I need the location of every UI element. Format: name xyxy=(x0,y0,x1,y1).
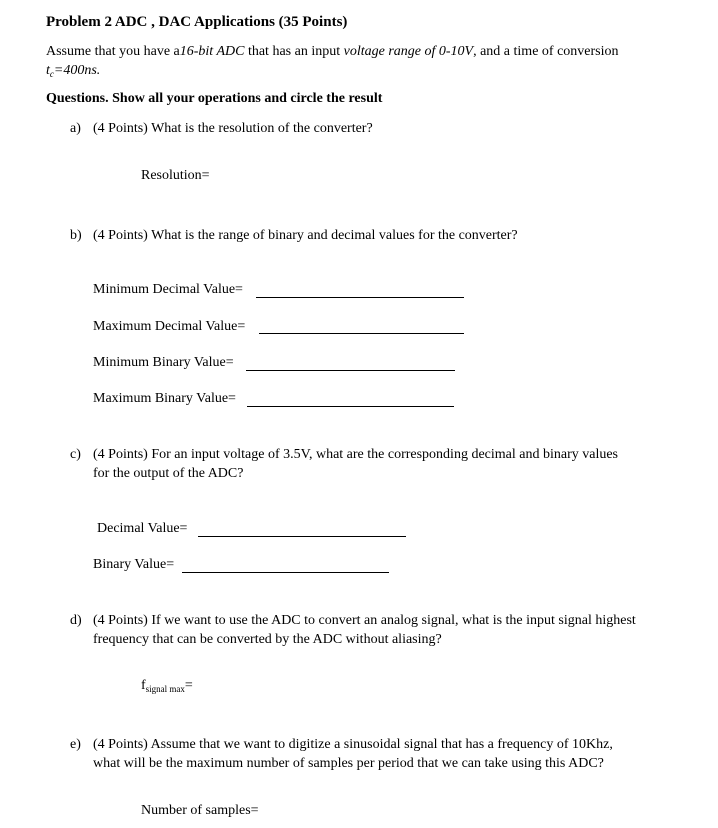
min-decimal-answer-line[interactable] xyxy=(256,297,464,298)
binary-value-answer-line[interactable] xyxy=(182,572,389,573)
max-binary-answer-line[interactable] xyxy=(247,406,454,407)
question-c-text-1: (4 Points) For an input voltage of 3.5V, what are the corresponding decimal and binary values xyxy=(93,447,619,462)
min-binary-label: Minimum Binary Value= xyxy=(93,355,234,370)
max-decimal-answer-line[interactable] xyxy=(259,333,464,334)
fsignal-subscript: signal max xyxy=(145,684,185,694)
intro-text-a: Assume that you have a xyxy=(46,44,180,59)
question-e-text-1: (4 Points) Assume that we want to digitize a sinusoidal signal that has a frequency of 10Khz, xyxy=(93,737,613,752)
intro-text-e: , and a time of conversion xyxy=(473,44,619,59)
question-d-text-1: (4 Points) If we want to use the ADC to convert an analog signal, what is the input signal highest xyxy=(93,613,636,628)
question-b-text: (4 Points) What is the range of binary and decimal values for the converter? xyxy=(93,228,518,243)
question-a-text: (4 Points) What is the resolution of the converter? xyxy=(93,121,373,136)
intro-line-1 xyxy=(46,44,619,60)
fsignal-f: f xyxy=(141,678,146,693)
intro-line-2 xyxy=(46,63,100,79)
decimal-value-label: Decimal Value= xyxy=(97,521,188,536)
fsignal-max-label xyxy=(141,678,193,694)
instructions: Questions. Show all your operations and circle the result xyxy=(46,91,383,106)
problem-title: Problem 2 ADC , DAC Applications (35 Points) xyxy=(46,14,348,30)
binary-value-label: Binary Value= xyxy=(93,557,175,572)
decimal-value-answer-line[interactable] xyxy=(198,536,406,537)
max-binary-label: Maximum Binary Value= xyxy=(93,391,236,406)
question-c-text-2: for the output of the ADC? xyxy=(93,466,244,481)
min-decimal-label: Minimum Decimal Value= xyxy=(93,282,243,297)
intro-t-rest: =400ns. xyxy=(53,63,101,78)
number-of-samples-label: Number of samples= xyxy=(141,803,259,818)
max-decimal-label: Maximum Decimal Value= xyxy=(93,319,246,334)
intro-t-sub: c xyxy=(49,69,54,79)
resolution-label: Resolution= xyxy=(141,168,210,183)
question-a-label: a) xyxy=(70,121,81,136)
question-e-label: e) xyxy=(70,737,81,752)
question-e-text-2: what will be the maximum number of samples per period that we can take using this ADC? xyxy=(93,756,604,771)
question-d-label: d) xyxy=(70,613,82,628)
question-c-label: c) xyxy=(70,447,81,462)
fsignal-eq: = xyxy=(184,678,193,693)
intro-t: t xyxy=(46,63,50,78)
intro-text-range: voltage range of 0-10V xyxy=(343,44,474,59)
intro-text-c: that has an input xyxy=(244,44,344,59)
question-d-text-2: frequency that can be converted by the ADC without aliasing? xyxy=(93,632,442,647)
min-binary-answer-line[interactable] xyxy=(246,370,455,371)
question-b-label: b) xyxy=(70,228,82,243)
intro-text-bits: 16-bit ADC xyxy=(179,44,245,59)
